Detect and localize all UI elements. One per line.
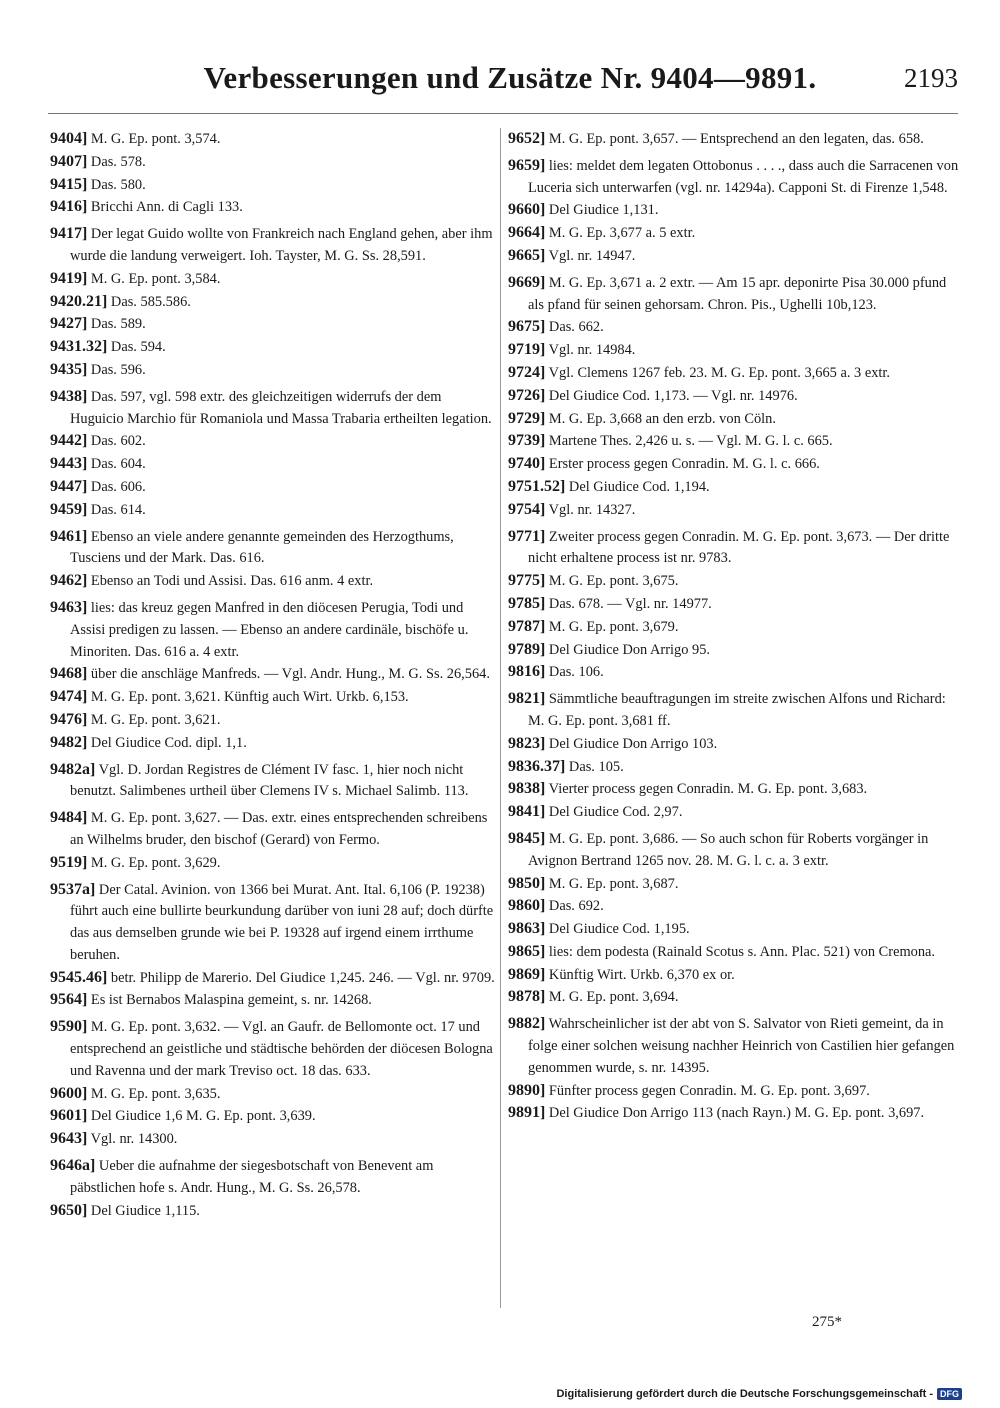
entry xyxy=(508,593,960,616)
entry xyxy=(50,336,496,359)
entry xyxy=(508,801,960,824)
entry xyxy=(508,499,960,522)
entry-text: Del Giudice Don Arrigo 103. xyxy=(545,735,718,752)
entry xyxy=(50,1200,496,1223)
entry-text: Ebenso an viele andere genannte gemeinden des Herzogthums, Tusciens und der Mark. Das. 616. xyxy=(70,528,454,567)
entry-number: 9462] xyxy=(50,572,88,590)
entry-text: Wahrscheinlicher ist der abt von S. Salvator von Rieti gemeint, da in folge einer solchen weisung nachher Heinrich von Castilien hier gefangen genommen wurde, s. nr. 14395. xyxy=(528,1016,955,1076)
entry-text: M. G. Ep. pont. 3,679. xyxy=(545,618,679,635)
entry-number: 9821] xyxy=(508,690,546,708)
entry-text: Del Giudice Cod. dipl. 1,1. xyxy=(87,734,247,751)
entry-number: 9665] xyxy=(508,246,546,264)
entry-text: M. G. Ep. pont. 3,621. Künftig auch Wirt. Urkb. 6,153. xyxy=(87,689,409,706)
entry xyxy=(50,128,496,151)
entry-number: 9600] xyxy=(50,1084,88,1102)
entry-text: Del Giudice Cod. 1,194. xyxy=(565,478,710,495)
entry-text: Das. 589. xyxy=(87,316,146,333)
entry-text: M. G. Ep. pont. 3,687. xyxy=(545,875,679,892)
entry xyxy=(50,526,496,571)
entry-number: 9823] xyxy=(508,734,546,752)
entry-number: 9461] xyxy=(50,527,88,545)
entry xyxy=(50,709,496,732)
entry-text: Das. 678. — Vgl. nr. 14977. xyxy=(545,595,712,612)
entry-number: 9474] xyxy=(50,688,88,706)
entry-text: betr. Philipp de Marerio. Del Giudice 1,245. 246. — Vgl. nr. 9709. xyxy=(107,969,495,986)
entry-number: 9787] xyxy=(508,617,546,635)
entry-text: Del Giudice Don Arrigo 95. xyxy=(545,641,710,658)
entry xyxy=(508,408,960,431)
entry-text: M. G. Ep. pont. 3,632. — Vgl. an Gaufr. de Bellomonte oct. 17 und entsprechend an geistliche und städtische behörden der diöcesen Bologna und Ravenna und der mark Treviso oct. 18 das. 633. xyxy=(70,1019,493,1079)
entry xyxy=(50,1155,496,1200)
page-number: 2193 xyxy=(904,63,958,93)
entry xyxy=(508,661,960,684)
entry-text: Vgl. nr. 14947. xyxy=(545,247,636,264)
entry-number: 9754] xyxy=(508,500,546,518)
entry-text: Es ist Bernabos Malaspina gemeint, s. nr. 14268. xyxy=(87,992,372,1009)
entry-number: 9740] xyxy=(508,455,546,473)
entry-number: 9785] xyxy=(508,594,546,612)
entry-text: Zweiter process gegen Conradin. M. G. Ep. pont. 3,673. — Der dritte nicht erhaltene process ist nr. 9783. xyxy=(528,528,950,567)
entry-text: Das. 106. xyxy=(545,664,604,681)
entry xyxy=(50,967,496,990)
entry-number: 9836.37] xyxy=(508,757,566,775)
entry-text: Fünfter process gegen Conradin. M. G. Ep. pont. 3,697. xyxy=(545,1082,870,1099)
entry-text: Das. 596. xyxy=(87,361,146,378)
entry xyxy=(508,1102,960,1125)
entry-text: Das. 597, vgl. 598 extr. des gleichzeitigen widerrufs der dem Huguicio Marchio für Romaniola und Massa Trabaria ertheilten legation. xyxy=(70,388,492,427)
entry-number: 9438] xyxy=(50,387,88,405)
entry-text: M. G. Ep. pont. 3,621. xyxy=(87,711,221,728)
entry xyxy=(50,174,496,197)
entry xyxy=(50,386,496,431)
entry-text: M. G. Ep. pont. 3,657. — Entsprechend an den legaten, das. 658. xyxy=(545,131,924,147)
entry xyxy=(508,339,960,362)
entry xyxy=(50,453,496,476)
entry xyxy=(50,313,496,336)
entry xyxy=(508,688,960,733)
entry-number: 9484] xyxy=(50,809,88,827)
entry-text: Del Giudice Cod. 2,97. xyxy=(545,804,683,821)
header-rule xyxy=(48,113,958,114)
entry-text: Das. 580. xyxy=(87,176,146,193)
entry-text: Del Giudice 1,115. xyxy=(87,1202,200,1219)
entry-text: M. G. Ep. 3,677 a. 5 extr. xyxy=(545,225,696,242)
entry-text: Ueber die aufnahme der siegesbotschaft von Benevent am päbstlichen hofe s. Andr. Hung., M. G. Ss. 26,578. xyxy=(70,1158,434,1196)
entry-number: 9447] xyxy=(50,477,88,495)
entry-text: M. G. Ep. 3,668 an den erzb. von Cöln. xyxy=(545,410,776,427)
entry-text: Das. 604. xyxy=(87,456,146,473)
entry xyxy=(508,964,960,987)
entry xyxy=(50,1083,496,1106)
entry-text: Das. 662. xyxy=(545,319,604,336)
entry-number: 9482] xyxy=(50,733,88,751)
entry-number: 9659] xyxy=(508,156,546,174)
entry xyxy=(508,245,960,268)
entry xyxy=(508,941,960,964)
footer xyxy=(556,1388,962,1400)
entry-number: 9463] xyxy=(50,598,88,616)
entry-number: 9816] xyxy=(508,663,546,681)
entry-text: Sämmtliche beauftragungen im streite zwischen Alfons und Richard: M. G. Ep. pont. 3,681 ff. xyxy=(528,691,946,729)
entry-number: 9427] xyxy=(50,315,88,333)
entry-number: 9415] xyxy=(50,175,88,193)
entry xyxy=(508,733,960,756)
entry xyxy=(508,385,960,408)
left-column xyxy=(50,128,496,1222)
entry-text: Del Giudice Cod. 1,173. — Vgl. nr. 14976. xyxy=(545,387,798,404)
entry xyxy=(508,222,960,245)
entry xyxy=(50,223,496,268)
entry xyxy=(50,476,496,499)
entry-number: 9863] xyxy=(508,920,546,938)
entry-text: Vgl. nr. 14984. xyxy=(545,342,636,359)
entry-number: 9850] xyxy=(508,874,546,892)
entry-text: Künftig Wirt. Urkb. 6,370 ex or. xyxy=(545,966,735,983)
entry-number: 9420.21] xyxy=(50,292,108,310)
entry xyxy=(50,663,496,686)
entry-number: 9643] xyxy=(50,1130,88,1148)
entry-text: Erster process gegen Conradin. M. G. l. c. 666. xyxy=(545,456,820,473)
entry-number: 9891] xyxy=(508,1104,546,1122)
entry xyxy=(508,430,960,453)
entry-text: Vgl. nr. 14327. xyxy=(545,501,636,518)
entry-number: 9537a] xyxy=(50,880,96,898)
footer-text: Digitalisierung gefördert durch die Deutsche Forschungsgemeinschaft - xyxy=(556,1388,933,1400)
entry-text: Das. 606. xyxy=(87,478,146,495)
entry-number: 9435] xyxy=(50,360,88,378)
entry xyxy=(508,778,960,801)
entry xyxy=(50,359,496,382)
entry-number: 9865] xyxy=(508,942,546,960)
entry-text: Das. 602. xyxy=(87,433,146,450)
entry xyxy=(508,526,960,571)
entry-text: lies: das kreuz gegen Manfred in den diöcesen Perugia, Todi und Assisi predigen zu lassen. — Ebenso an andere cardinäle, bischöfe u. Minoriten. Das. 616 a. 4 extr. xyxy=(70,599,469,660)
column-divider xyxy=(500,128,501,1308)
entry xyxy=(50,291,496,314)
entry-number: 9845] xyxy=(508,829,546,847)
entry xyxy=(50,570,496,593)
entry-number: 9545.46] xyxy=(50,968,108,986)
entry-number: 9789] xyxy=(508,640,546,658)
entry xyxy=(508,570,960,593)
entry xyxy=(50,807,496,852)
entry xyxy=(508,128,960,151)
entry-number: 9775] xyxy=(508,572,546,590)
entry xyxy=(50,151,496,174)
entry-text: Das. 585.586. xyxy=(107,293,191,310)
entry-text: Vierter process gegen Conradin. M. G. Ep. pont. 3,683. xyxy=(545,781,868,798)
entry xyxy=(508,986,960,1009)
entry xyxy=(50,268,496,291)
entry-number: 9664] xyxy=(508,224,546,242)
entry-text: M. G. Ep. pont. 3,574. xyxy=(87,131,221,147)
entry-text: lies: dem podesta (Rainald Scotus s. Ann. Plac. 521) von Cremona. xyxy=(545,943,936,960)
entry-text: Vgl. Clemens 1267 feb. 23. M. G. Ep. pont. 3,665 a. 3 extr. xyxy=(545,364,891,381)
entry xyxy=(50,989,496,1012)
entry xyxy=(50,759,496,804)
entry-text: Vgl. D. Jordan Registres de Clément IV fasc. 1, hier noch nicht benutzt. Salimbenes urtheil über Clemens IV s. Michael Salimb. 113. xyxy=(70,761,469,800)
entry-number: 9407] xyxy=(50,152,88,170)
entry-text: Das. 105. xyxy=(565,758,624,775)
entry-number: 9419] xyxy=(50,269,88,287)
entry-number: 9726] xyxy=(508,386,546,404)
entry-number: 9519] xyxy=(50,853,88,871)
entry-text: Bricchi Ann. di Cagli 133. xyxy=(87,199,243,216)
entry-number: 9601] xyxy=(50,1107,88,1125)
entry-text: Ebenso an Todi und Assisi. Das. 616 anm. 4 extr. xyxy=(87,573,374,590)
entry xyxy=(50,879,496,967)
right-column xyxy=(508,128,960,1125)
entry xyxy=(50,430,496,453)
entry xyxy=(508,639,960,662)
entry-number: 9878] xyxy=(508,988,546,1006)
page-title: Verbesserungen und Zusätze Nr. 9404—9891. xyxy=(203,60,817,95)
entry-number: 9660] xyxy=(508,201,546,219)
entry-text: lies: meldet dem legaten Ottobonus . . . ., dass auch die Sarracenen von Luceria sich unterwarfen (vgl. nr. 14294a). Capponi St. di Firenze 1,548. xyxy=(528,157,959,196)
entry-number: 9590] xyxy=(50,1018,88,1036)
entry xyxy=(508,895,960,918)
dfg-logo: DFG xyxy=(937,1388,962,1400)
entry-text: M. G. Ep. pont. 3,584. xyxy=(87,270,221,287)
entry-text: Del Giudice 1,6 M. G. Ep. pont. 3,639. xyxy=(87,1108,316,1125)
entry-number: 9841] xyxy=(508,803,546,821)
entry-text: M. G. Ep. pont. 3,635. xyxy=(87,1085,221,1102)
entry-number: 9729] xyxy=(508,409,546,427)
entry xyxy=(508,272,960,317)
entry-number: 9404] xyxy=(50,130,88,147)
entry xyxy=(508,453,960,476)
entry-number: 9860] xyxy=(508,897,546,915)
entry xyxy=(50,852,496,875)
signature-mark: 275* xyxy=(812,1314,842,1330)
entry xyxy=(508,316,960,339)
entry-number: 9468] xyxy=(50,665,88,683)
entry-text: Del Giudice Don Arrigo 113 (nach Rayn.) M. G. Ep. pont. 3,697. xyxy=(545,1105,925,1122)
entry-text: Das. 614. xyxy=(87,501,146,518)
entry-number: 9476] xyxy=(50,710,88,728)
entry xyxy=(508,918,960,941)
entry-text: M. G. Ep. pont. 3,686. — So auch schon für Roberts vorgänger in Avignon Bertrand 1265 nov. 28. M. G. l. c. a. 3 extr. xyxy=(528,830,929,869)
entry-number: 9431.32] xyxy=(50,338,108,356)
entry xyxy=(508,828,960,873)
entry-number: 9646a] xyxy=(50,1157,96,1175)
entry-text: über die anschläge Manfreds. — Vgl. Andr. Hung., M. G. Ss. 26,564. xyxy=(87,666,490,683)
entry-number: 9838] xyxy=(508,780,546,798)
entry-number: 9890] xyxy=(508,1081,546,1099)
entry xyxy=(50,732,496,755)
entry-text: Vgl. nr. 14300. xyxy=(87,1131,178,1148)
entry xyxy=(508,155,960,200)
entry-number: 9675] xyxy=(508,318,546,336)
entry-number: 9652] xyxy=(508,130,546,147)
entry-number: 9416] xyxy=(50,198,88,216)
entry-number: 9771] xyxy=(508,527,546,545)
entry-text: Der Catal. Avinion. von 1366 bei Murat. Ant. Ital. 6,106 (P. 19238) führt auch eine bullirte beurkundung darüber von iuni 28 auf; doch dürfte das aus demselben grunde wie bei P. 19328 auf irgend einem irrthume beruhen. xyxy=(70,881,494,963)
entry-text: M. G. Ep. 3,671 a. 2 extr. — Am 15 apr. deponirte Pisa 30.000 pfund als pfand für seinen gehorsam. Chron. Pis., Ughelli 10b,123. xyxy=(528,274,947,313)
entry xyxy=(50,1105,496,1128)
entry-number: 9669] xyxy=(508,273,546,291)
entry-number: 9442] xyxy=(50,432,88,450)
entry xyxy=(50,499,496,522)
entry-text: M. G. Ep. pont. 3,675. xyxy=(545,573,679,590)
entry xyxy=(508,756,960,779)
entry-text: Das. 578. xyxy=(87,153,146,170)
entry-number: 9564] xyxy=(50,991,88,1009)
entry-number: 9459] xyxy=(50,500,88,518)
entry-number: 9650] xyxy=(50,1201,88,1219)
entry xyxy=(50,196,496,219)
entry-text: M. G. Ep. pont. 3,694. xyxy=(545,989,679,1006)
entry xyxy=(508,362,960,385)
entry xyxy=(508,616,960,639)
entry xyxy=(50,597,496,663)
entry-text: Das. 692. xyxy=(545,898,604,915)
entry xyxy=(508,476,960,499)
entry-number: 9443] xyxy=(50,455,88,473)
entry-number: 9482a] xyxy=(50,760,96,778)
entry xyxy=(508,1080,960,1103)
entry-number: 9724] xyxy=(508,363,546,381)
entry-text: Martene Thes. 2,426 u. s. — Vgl. M. G. l. c. 665. xyxy=(545,433,833,450)
entry-number: 9751.52] xyxy=(508,477,566,495)
entry xyxy=(508,1013,960,1079)
entry-number: 9719] xyxy=(508,341,546,359)
entry-number: 9882] xyxy=(508,1015,546,1033)
entry-text: Der legat Guido wollte von Frankreich nach England gehen, aber ihm wurde die landung verweigert. Ioh. Tayster, M. G. Ss. 28,591. xyxy=(70,226,493,264)
entry xyxy=(50,1016,496,1082)
entry-number: 9417] xyxy=(50,225,88,243)
entry-text: M. G. Ep. pont. 3,629. xyxy=(87,854,221,871)
entry-text: M. G. Ep. pont. 3,627. — Das. extr. eines entsprechenden schreibens an Wilhelms bruder, den bischof (Gerard) von Fermo. xyxy=(70,810,488,848)
entry-number: 9739] xyxy=(508,432,546,450)
entry xyxy=(508,873,960,896)
entry-text: Das. 594. xyxy=(107,339,166,356)
entry-number: 9869] xyxy=(508,965,546,983)
entry-text: Del Giudice 1,131. xyxy=(545,202,659,219)
entry xyxy=(508,199,960,222)
entry xyxy=(50,1128,496,1151)
entry-text: Del Giudice Cod. 1,195. xyxy=(545,921,690,938)
entry xyxy=(50,686,496,709)
